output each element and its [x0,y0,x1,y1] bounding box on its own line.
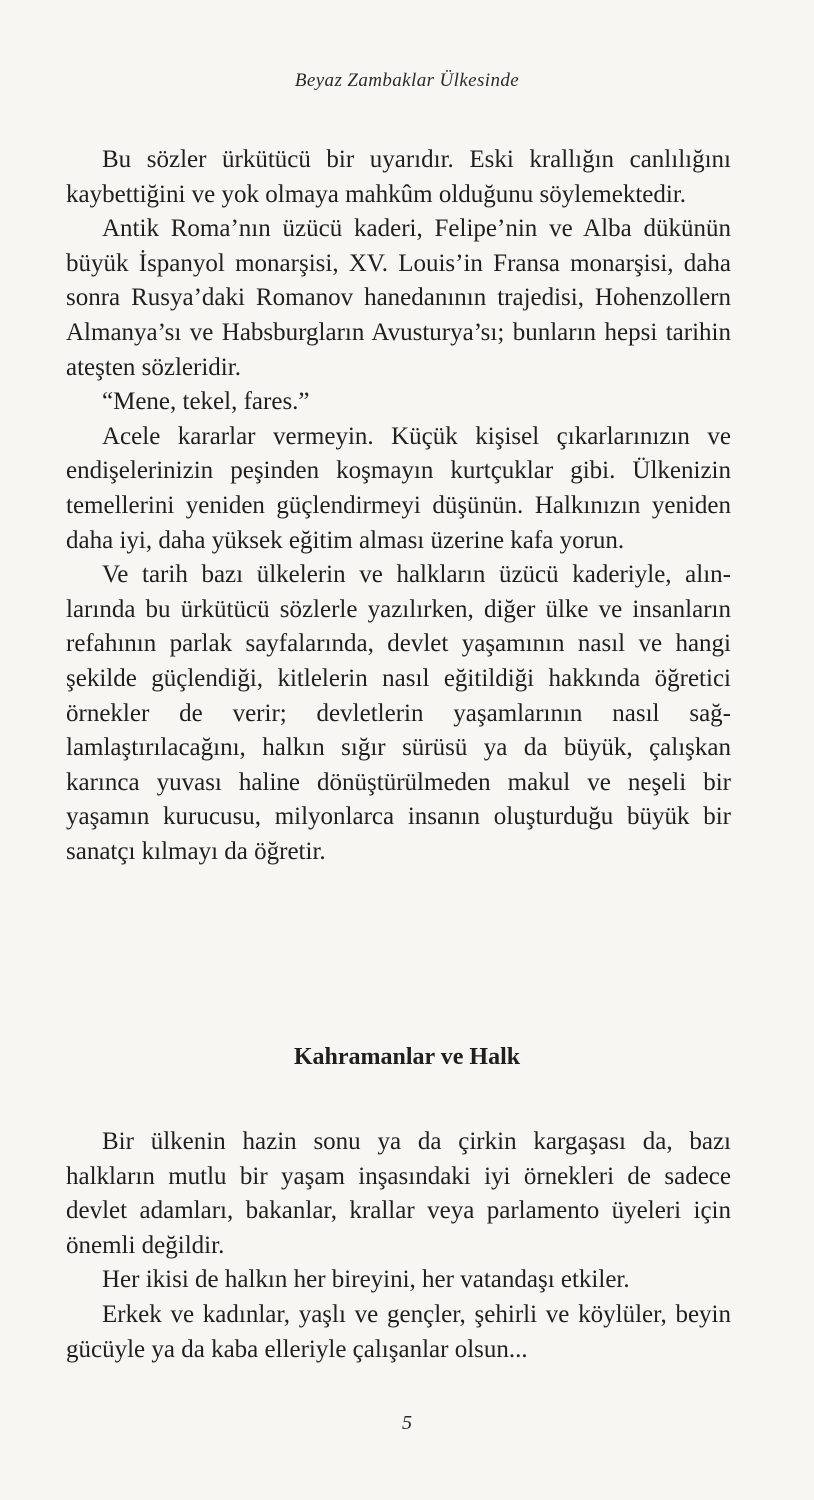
paragraph: Ve tarih bazı ülkelerin ve halkların üzücü kaderiyle, alınlarında bu ürkütücü sözlerle yazılırken, diğer ülke ve insanların refahının parlak sayfalarında, devlet yaşamının nasıl ve hangi şekilde güçlendiği, kitlelerin nasıl eğitildiği hakkında öğretici örnekler de verir; devletlerin yaşamlarının nasıl sağlamlaştırılacağını, halkın sığır sürüsü ya da büyük, çalışkan karınca yuvası haline dönüştürülmeden makul ve neşeli bir yaşamın kurucusu, milyonlarca insanın oluşturduğu büyük bir sanatçı kılmayı da öğretir. [66,561,731,865]
section-2-body [66,1125,731,1367]
page-number: 5 [402,1412,412,1434]
paragraph: Bir ülkenin hazin sonu ya da çirkin kargaşası da, bazı halkların mutlu bir yaşam inşasındaki iyi örnekleri de sadece devlet adamları, bakanlar, krallar veya parlamento üyeleri için önemli değildir. [66,1128,731,1259]
paragraph: Erkek ve kadınlar, yaşlı ve gençler, şehirli ve köylüler, beyin gücüyle ya da kaba elleriyle çalışanlar olsun... [66,1300,731,1363]
paragraph: Her ikisi de halkın her bireyini, her vatandaşı etkiler. [102,1266,630,1294]
paragraph: Antik Roma’nın üzücü kaderi, Felipe’nin ve Alba dükünün büyük İspanyol monarşisi, XV. Louis’in Fransa monarşisi, daha sonra Rusya’daki Romanov hanedanının trajedisi, Hohenzollern Almanya’sı ve Habsburgların Avusturya’sı; bunların hepsi tarihin ateşten sözleridir. [66,215,731,381]
section-1-body [66,143,731,869]
section-heading: Kahramanlar ve Halk [293,1044,521,1070]
paragraph-quote: “Mene, tekel, fares.” [102,388,310,416]
paragraph: Acele kararlar vermeyin. Küçük kişisel çıkarlarınızın ve endişelerinizin peşinden koşmayın kurtçuklar gibi. Ülkenizin temellerini yeniden güçlendirmeyi düşünün. Halkınızın yeniden daha iyi, daha yüksek eğitim alması üzerine kafa yorun. [66,422,731,554]
paragraph: Bu sözler ürkütücü bir uyarıdır. Eski krallığın canlılığını kaybettiğini ve yok olmaya mahkûm olduğunu söylemektedir. [66,146,731,208]
running-header: Beyaz Zambaklar Ülkesinde [294,70,520,91]
